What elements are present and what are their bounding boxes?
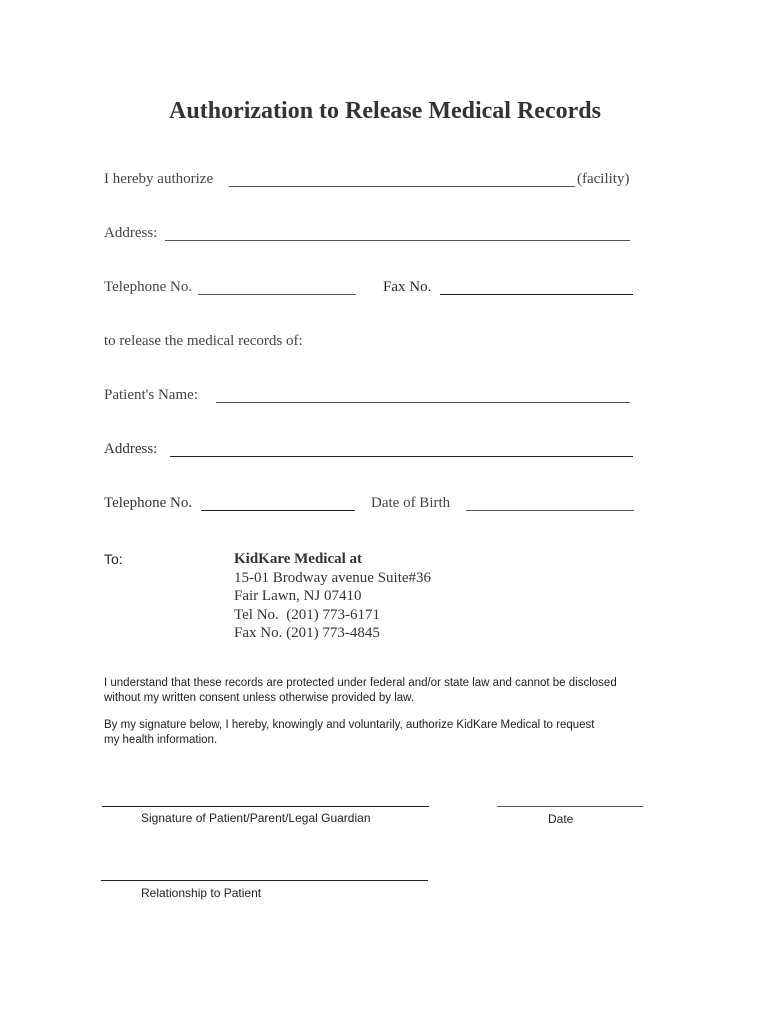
recipient-name: KidKare Medical at: [234, 551, 363, 567]
date-field[interactable]: [497, 806, 643, 807]
date-label: Date: [548, 812, 574, 826]
to-label: To:: [104, 551, 123, 567]
facility-name-field[interactable]: [229, 186, 575, 187]
patient-address-field[interactable]: [170, 456, 633, 457]
consent-paragraph: I understand that these records are protected under federal and/or state law and cannot be disclosed without my written consent unless otherwise provided by law.: [104, 677, 617, 704]
patient-address-label: Address:: [104, 441, 158, 457]
authorize-label: I hereby authorize: [104, 171, 214, 187]
page-title: Authorization to Release Medical Records: [169, 98, 601, 124]
recipient-address-block: [234, 550, 431, 643]
patient-telephone-field[interactable]: [201, 510, 355, 511]
recipient-tel: Tel No. (201) 773-6171: [234, 606, 381, 623]
facility-telephone-field[interactable]: [198, 294, 356, 295]
release-statement: to release the medical records of:: [104, 333, 303, 349]
signature-field[interactable]: [102, 806, 429, 807]
patient-telephone-label: Telephone No.: [104, 495, 193, 511]
relationship-field[interactable]: [101, 880, 428, 881]
patient-dob-label: Date of Birth: [371, 495, 451, 511]
recipient-city: Fair Lawn, NJ 07410: [234, 588, 362, 604]
signature-label: Signature of Patient/Parent/Legal Guardian: [141, 811, 371, 825]
facility-address-field[interactable]: [165, 240, 630, 241]
patient-name-field[interactable]: [216, 402, 630, 403]
facility-suffix-label: (facility): [577, 171, 630, 187]
patient-name-label: Patient's Name:: [104, 387, 198, 403]
signature-authorization-paragraph: By my signature below, I hereby, knowingly and voluntarily, authorize KidKare Medical to request my health information.: [104, 719, 595, 746]
facility-fax-field[interactable]: [440, 294, 633, 295]
facility-fax-label: Fax No.: [383, 279, 432, 295]
facility-telephone-label: Telephone No.: [104, 279, 193, 295]
recipient-fax: Fax No. (201) 773-4845: [234, 625, 380, 641]
facility-address-label: Address:: [104, 225, 158, 241]
relationship-label: Relationship to Patient: [141, 886, 262, 900]
recipient-street: 15-01 Brodway avenue Suite#36: [234, 569, 432, 586]
patient-dob-field[interactable]: [466, 510, 634, 511]
